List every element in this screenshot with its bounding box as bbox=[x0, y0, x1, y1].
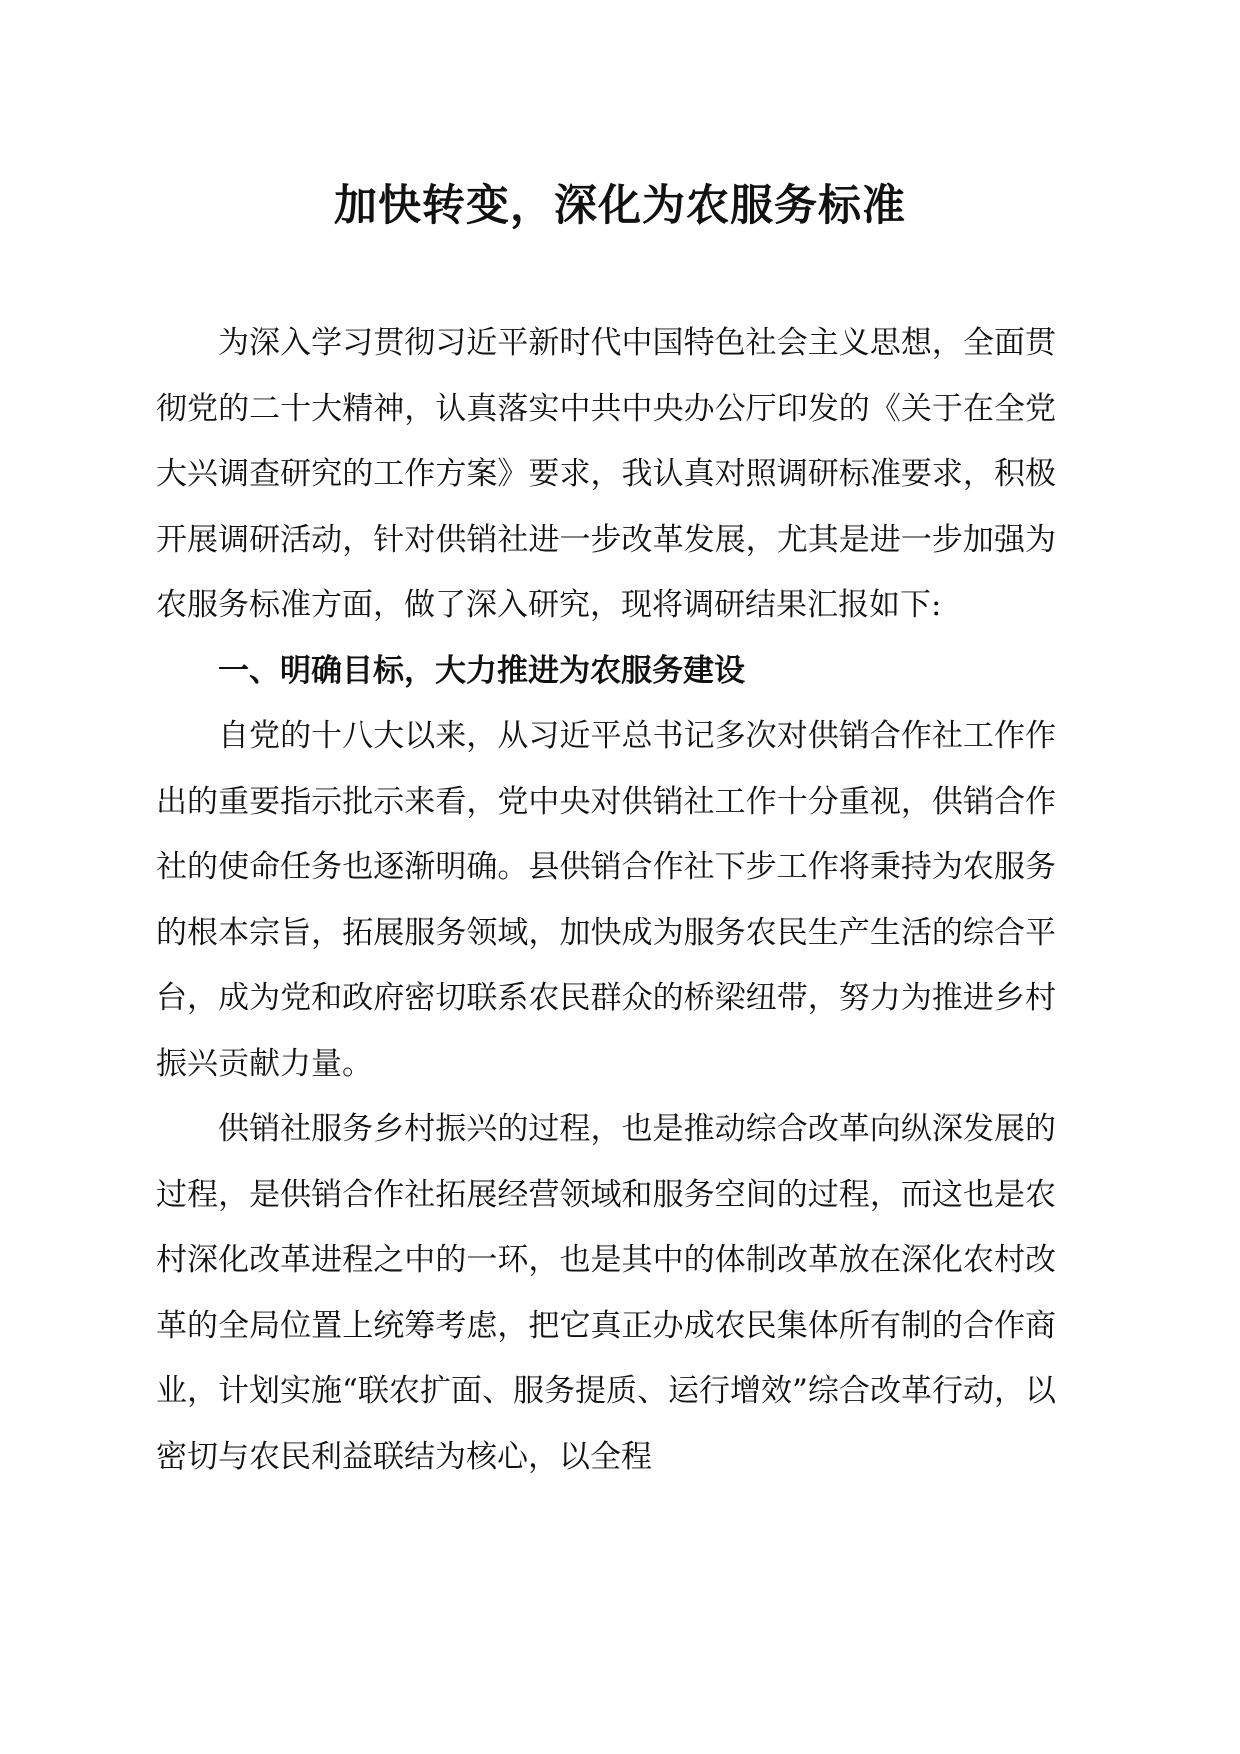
document-body bbox=[156, 311, 1056, 1490]
section-heading-1: 一、明确目标，大力推进为农服务建设 bbox=[218, 652, 745, 689]
section-1-paragraph-1: 自党的十八大以来，从习近平总书记多次对供销合作社工作作出的重要指示批示来看，党中央对供销社工作十分重视，供销合作社的使命任务也逐渐明确。县供销合作社下步工作将秉持为农服务的根本宗旨，拓展服务领域，加快成为服务农民生产生活的综合平台，成为党和政府密切联系农民群众的桥梁纽带，努力为推进乡村振兴贡献力量。 bbox=[156, 718, 1056, 1082]
section-1-paragraph-2: 供销社服务乡村振兴的过程，也是推动综合改革向纵深发展的过程，是供销合作社拓展经营领域和服务空间的过程，而这也是农村深化改革进程之中的一环，也是其中的体制改革放在深化农村改革的全局位置上统筹考虑，把它真正办成农民集体所有制的合作商业，计划实施“联农扩面、服务提质、运行增效”综合改革行动，以密切与农民利益联结为核心，以全程 bbox=[156, 1111, 1056, 1475]
intro-paragraph: 为深入学习贯彻习近平新时代中国特色社会主义思想，全面贯彻党的二十大精神，认真落实中共中央办公厅印发的《关于在全党大兴调查研究的工作方案》要求，我认真对照调研标准要求，积极开展调研活动，针对供销社进一步改革发展，尤其是进一步加强为农服务标准方面，做了深入研究，现将调研结果汇报如下: bbox=[156, 325, 1056, 623]
document-title: 加快转变，深化为农服务标准 bbox=[334, 181, 906, 231]
